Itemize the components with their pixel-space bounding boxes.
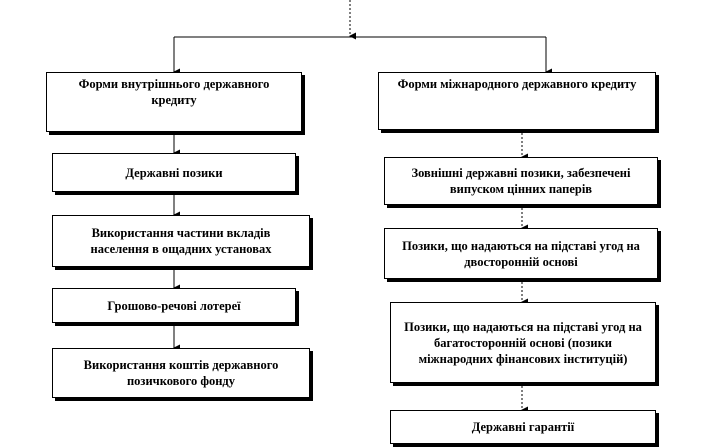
left-item-1: Державні позики — [52, 153, 296, 192]
left-item-3: Грошово-речові лотереї — [52, 288, 296, 323]
right-header-box: Форми міжнародного державного кредиту — [378, 72, 656, 130]
right-item-2: Позики, що надаються на підставі угод на двосторонній основі — [384, 228, 658, 279]
right-item-3: Позики, що надаються на підставі угод на багатосторонній основі (позики міжнародних фінансових інституцій) — [390, 302, 656, 383]
left-item-2: Використання частини вкладів населення в ощадних установах — [52, 215, 310, 267]
left-item-4: Використання коштів державного позичкового фонду — [52, 348, 310, 398]
right-item-4: Державні гарантії — [390, 410, 656, 444]
right-item-1: Зовнішні державні позики, забезпечені випуском цінних паперів — [384, 157, 658, 205]
left-header-box: Форми внутрішнього державного кредиту — [46, 72, 302, 132]
